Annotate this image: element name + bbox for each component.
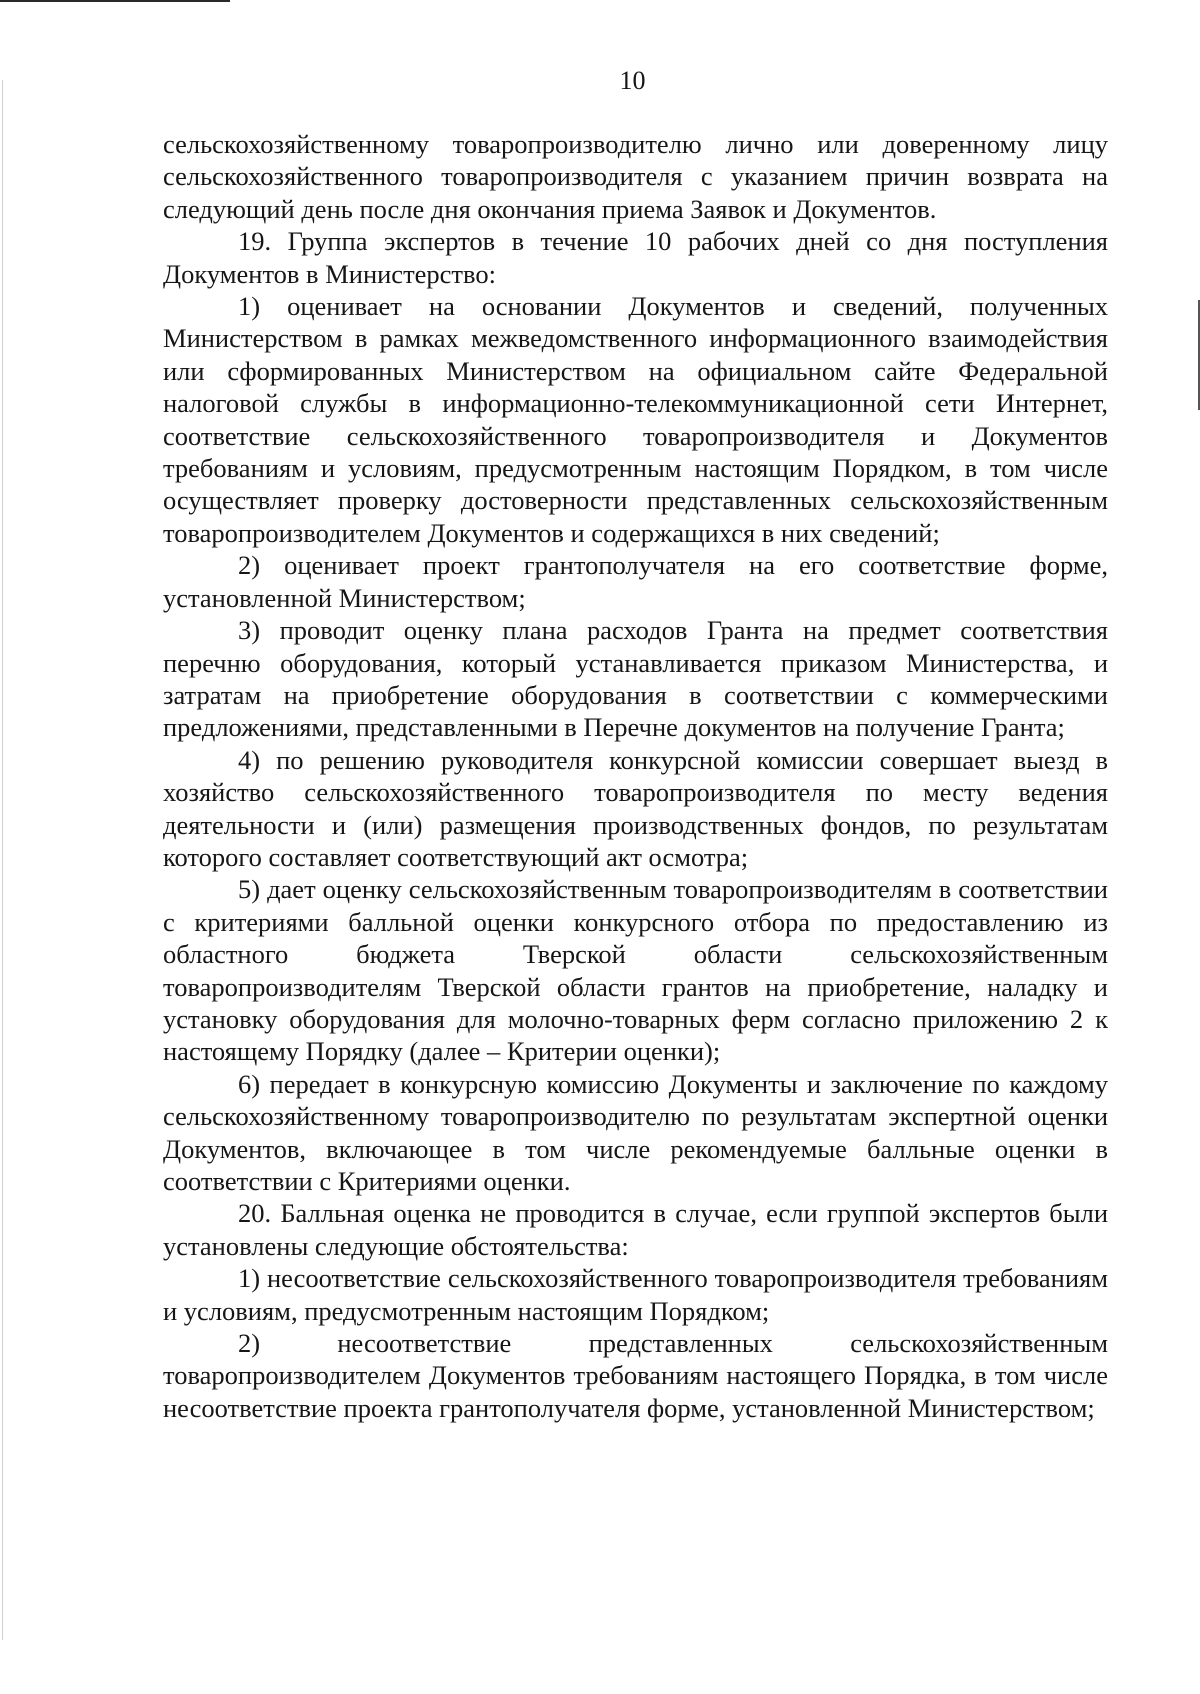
paragraph-item-19: 19. Группа экспертов в течение 10 рабочих дней со дня поступления Документов в Министерство:: [163, 226, 1108, 289]
scan-edge-left: [2, 80, 3, 1640]
paragraph-item-19-4: 4) по решению руководителя конкурсной комиссии совершает выезд в хозяйство сельскохозяйственного товаропроизводителя по месту ведения деятельности и (или) размещения производственных фондов, по результатам которого составляет соответствующий акт осмотра;: [163, 744, 1108, 872]
document-body: [163, 128, 1108, 1424]
paragraph-item-19-3: 3) проводит оценку плана расходов Гранта на предмет соответствия перечню оборудования, который устанавливается приказом Министерства, и затратам на приобретение оборудования в соответствии с коммерческими предложениями, представленными в Перечне документов на получение Гранта;: [163, 615, 1108, 743]
paragraph-item-19-5: 5) дает оценку сельскохозяйственным товаропроизводителям в соответствии с критериями балльной оценки конкурсного отбора по предоставлению из областного бюджета Тверской области сельскохозяйственным товаропроизводителям Тверской области грантов на приобретение, наладку и установку оборудования для молочно-товарных ферм согласно приложению 2 к настоящему Порядку (далее – Критерии оценки);: [163, 874, 1108, 1067]
paragraph-item-20-1: 1) несоответствие сельскохозяйственного товаропроизводителя требованиям и условиям, предусмотренным настоящим Порядком;: [163, 1263, 1108, 1326]
paragraph-item-20-2: 2) несоответствие представленных сельскохозяйственным товаропроизводителем Документов требованиям настоящего Порядка, в том числе несоответствие проекта грантополучателя форме, установленной Министерством;: [163, 1328, 1108, 1423]
paragraph-item-19-6: 6) передает в конкурсную комиссию Документы и заключение по каждому сельскохозяйственному товаропроизводителю по результатам экспертной оценки Документов, включающее в том числе рекомендуемые балльные оценки в соответствии с Критериями оценки.: [163, 1068, 1108, 1196]
paragraph-continuation: сельскохозяйственному товаропроизводителю лично или доверенному лицу сельскохозяйственного товаропроизводителя с указанием причин возврата на следующий день после дня окончания приема Заявок и Документов.: [163, 129, 1108, 224]
paragraph-item-19-1: 1) оценивает на основании Документов и сведений, полученных Министерством в рамках межведомственного информационного взаимодействия или сформированных Министерством на официальном сайте Федеральной налоговой службы в информационно-телекоммуникационной сети Интернет, соответствие сельскохозяйственного товаропроизводителя и Документов требованиям и условиям, предусмотренным настоящим Порядком, в том числе осуществляет проверку достоверности представленных сельскохозяйственным товаропроизводителем Документов и содержащихся в них сведений;: [163, 291, 1108, 548]
scan-edge-top: [0, 0, 230, 2]
page-number: 10: [619, 66, 646, 95]
paragraph-item-19-2: 2) оценивает проект грантополучателя на его соответствие форме, установленной Министерством;: [163, 550, 1108, 613]
paragraph-item-20: 20. Балльная оценка не проводится в случае, если группой экспертов были установлены следующие обстоятельства:: [163, 1198, 1108, 1261]
